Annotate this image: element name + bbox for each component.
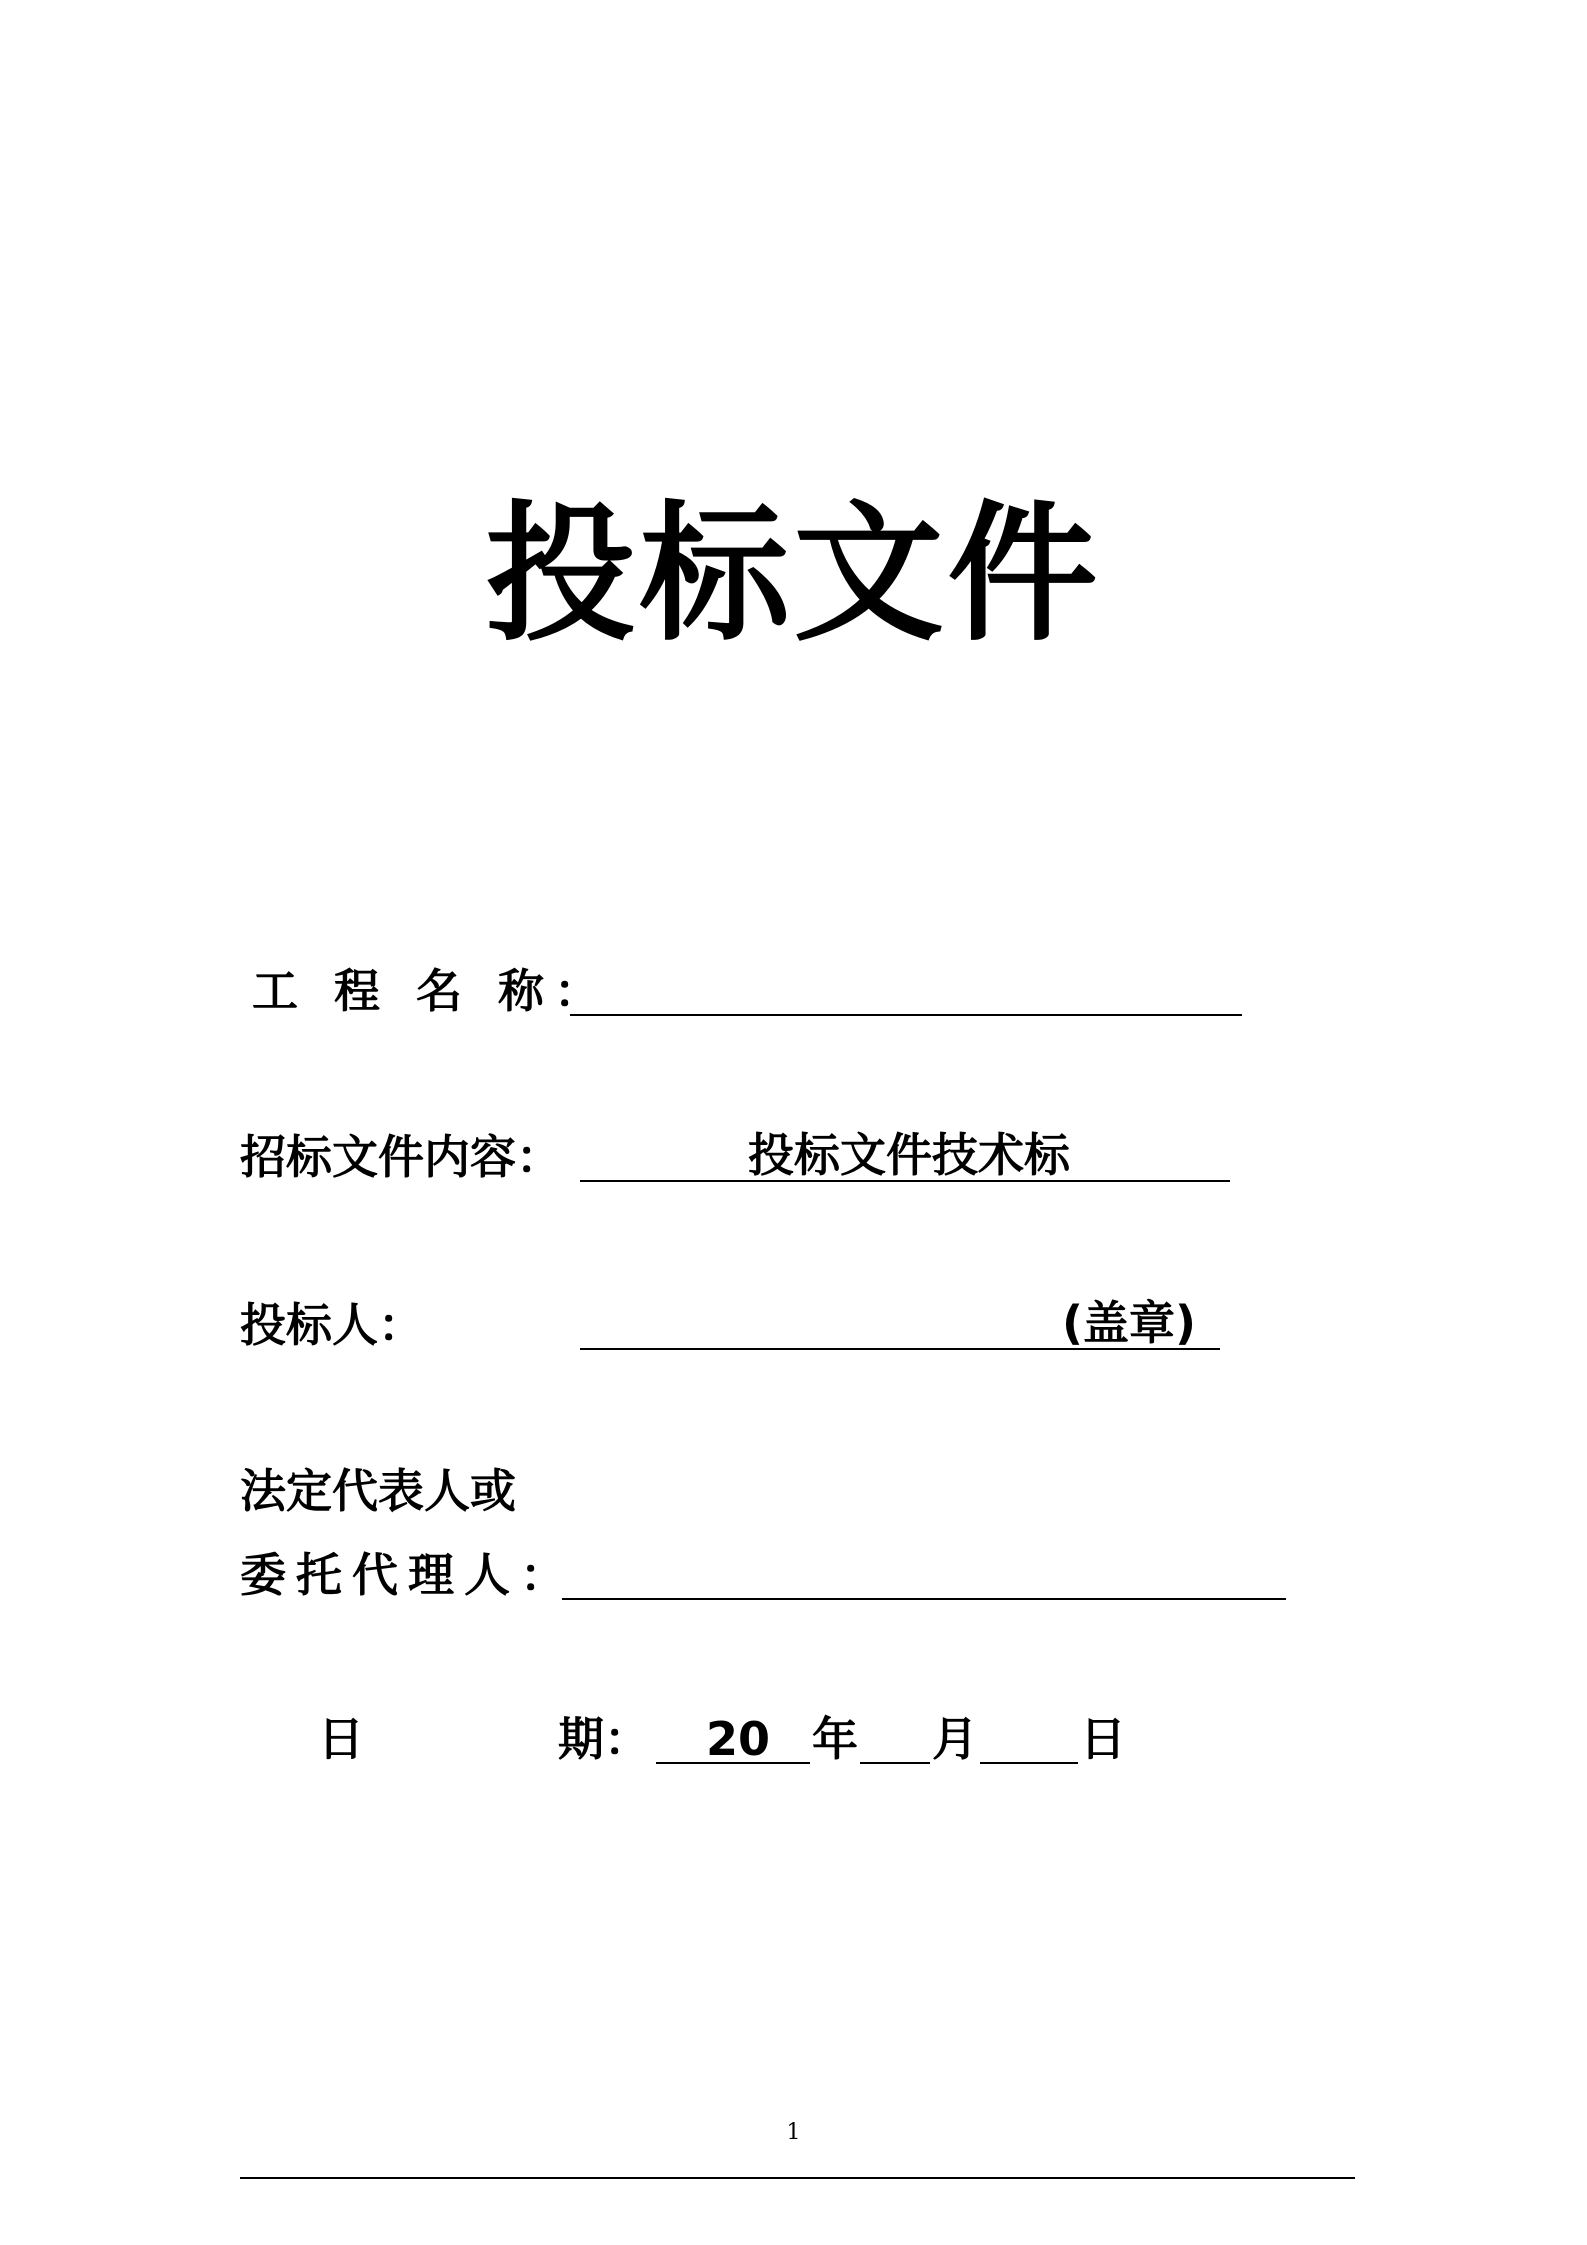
project-name-field[interactable] xyxy=(570,962,1242,1016)
footer-rule xyxy=(240,2177,1355,2179)
date-year-label: 年 xyxy=(812,1712,858,1766)
page-number: 1 xyxy=(786,2120,801,2145)
tender-content-label: 招标文件内容： xyxy=(240,1130,562,1184)
legal-rep-field[interactable] xyxy=(562,1546,1286,1600)
legal-rep-label-line1: 法定代表人或 xyxy=(240,1464,516,1518)
legal-rep-label-line2: 委托代理人： xyxy=(240,1548,576,1602)
project-name-label: 工 程 名 称： xyxy=(252,964,611,1018)
bidder-seal-note: (盖章) xyxy=(1062,1296,1197,1350)
date-day-label: 日 xyxy=(1080,1712,1126,1766)
date-month-label: 月 xyxy=(932,1712,978,1766)
date-label-1: 日 xyxy=(318,1712,364,1766)
date-day-field[interactable] xyxy=(980,1710,1078,1764)
date-label-2: 期： xyxy=(558,1712,650,1766)
bidder-label: 投标人： xyxy=(240,1298,424,1352)
date-year-prefix: 20 xyxy=(706,1712,771,1766)
date-month-field[interactable] xyxy=(860,1710,930,1764)
document-title: 投标文件 xyxy=(485,488,1102,662)
tender-content-value: 投标文件技术标 xyxy=(748,1128,1070,1182)
